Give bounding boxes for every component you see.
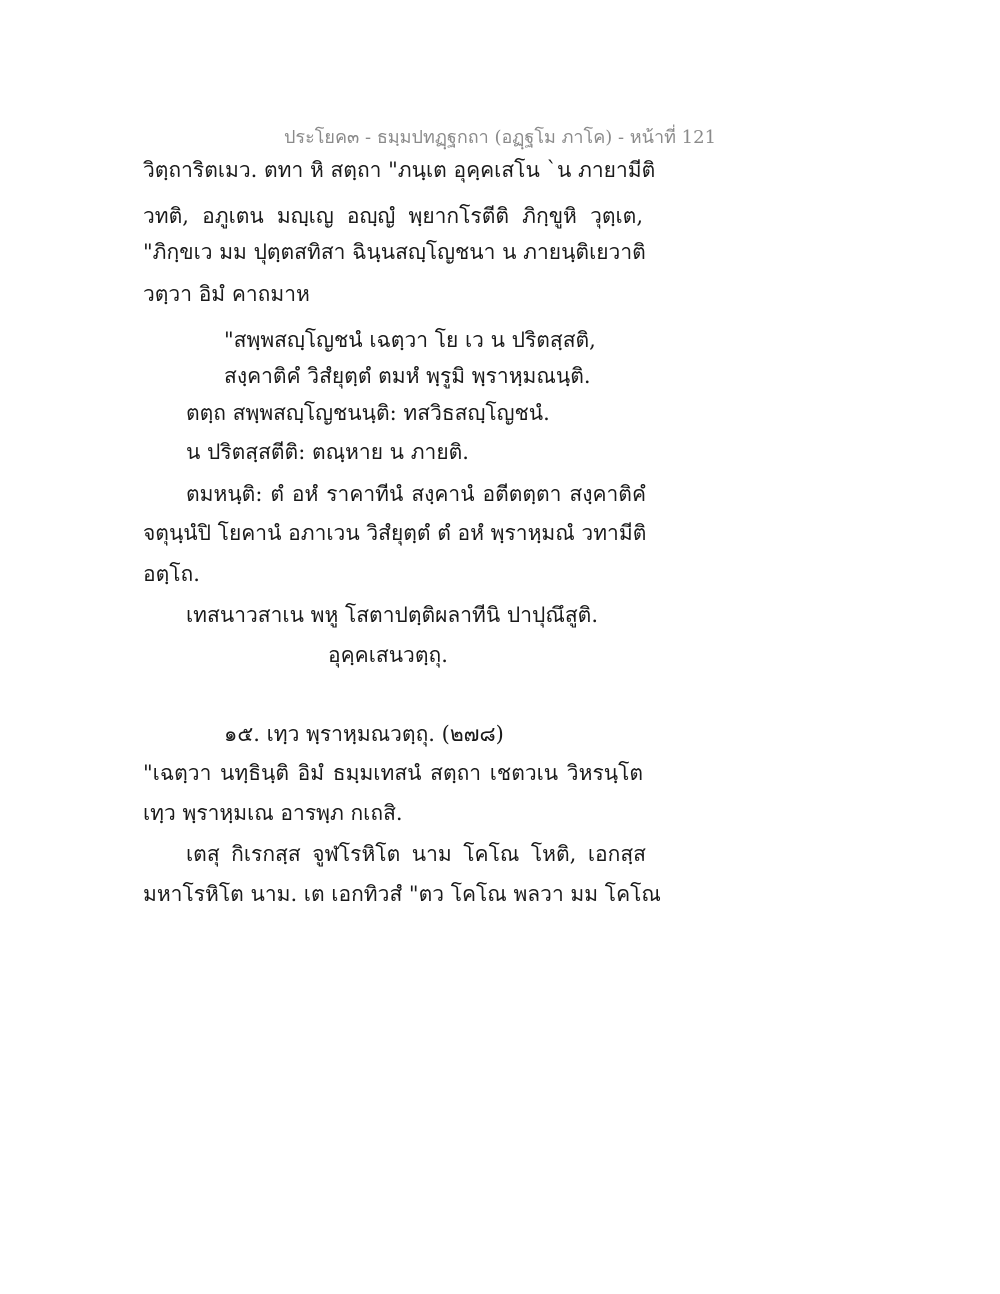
commentary-line: ตตฺถ สพฺพสญฺโญชนนฺติ: ทสวิธสญฺโญชนํ. [186,401,550,425]
verse-line: "สพฺพสญฺโญชนํ เฉตฺวา โย เว น ปริตสฺสติ, [224,328,596,352]
verse-line: สงฺคาติคํ วิสํยุตฺตํ ตมหํ พฺรูมิ พฺราหฺมณนฺติ. [224,364,591,388]
body-line: "ภิกฺขเว มม ปุตฺตสทิสา ฉินฺนสญฺโญชนา น ภายนฺติเยวาติ [143,240,646,264]
body-line: อตฺโถ. [143,562,200,586]
body-line: เทสนาวสาเน พหู โสตาปตฺติผลาทีนิ ปาปุณึสูติ. [186,603,598,627]
commentary-line: น ปริตสฺสตีติ: ตณฺหาย น ภายติ. [186,440,469,464]
body-line: เทฺว พฺราหฺมเณ อารพฺภ กเถสิ. [143,801,403,825]
body-line: จตุนฺนํปิ โยคานํ อภาเวน วิสํยุตฺตํ ตํ อหํ พฺราหฺมณํ วทามีติ [143,521,647,545]
body-line: วทติ, อภูเตน มญฺเญ อญฺญํ พฺยากโรตีติ ภิกฺขูหิ วุตฺเต, [143,204,643,228]
body-line: เตสุ กิเรกสฺส จูฬโรหิโต นาม โคโณ โหติ, เอกสฺส [186,842,646,866]
page-header: ประโยค๓ - ธมฺมปทฏฺฐกถา (อฏฺฐโม ภาโค) - หน้าที่ 121 [283,127,717,148]
body-line: วิตฺถาริตเมว. ตทา หิ สตฺถา "ภนฺเต อุคฺคเสโน `น ภายามีติ [143,158,656,182]
section-heading: ๑๕. เทฺว พฺราหฺมณวตฺถุ. (๒๗๘) [224,722,504,746]
story-end-title: อุคฺคเสนวตฺถุ. [328,643,448,667]
commentary-line: ตมหนฺติ: ตํ อหํ ราคาทีนํ สงฺคานํ อตีตตฺตา สงฺคาติคํ [186,482,646,506]
body-line: วตฺวา อิมํ คาถมาห [143,282,310,306]
body-line: มหาโรหิโต นาม. เต เอกทิวสํ "ตว โคโณ พลวา มม โคโณ [143,882,661,906]
body-line: "เฉตฺวา นทฺธินฺติ อิมํ ธมฺมเทสนํ สตฺถา เชตวเน วิหรนฺโต [143,761,643,785]
